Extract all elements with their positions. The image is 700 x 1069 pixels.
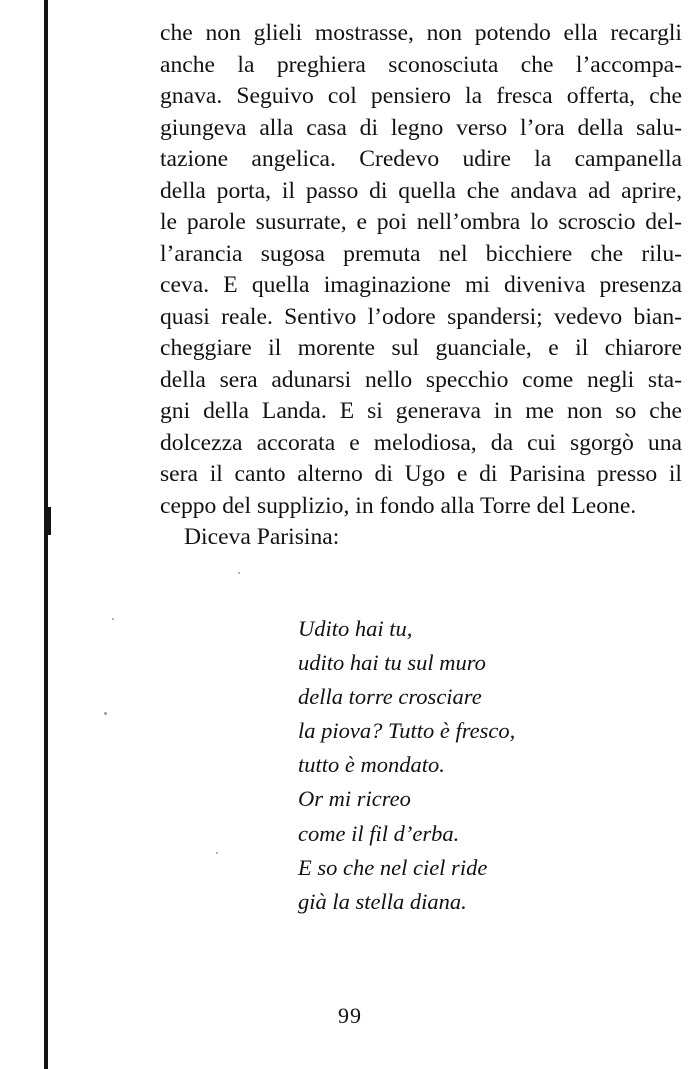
poem-line: tutto è mondato. [298,752,445,778]
prose-line: anche la preghiera sconosciuta che l’accompa- [160,51,682,78]
prose-line: della porta, il passo di quella che andava ad aprire, [160,177,682,204]
prose-line: gnava. Seguivo col pensiero la fresca offerta, che [160,83,682,109]
prose-line: le parole susurrate, e poi nell’ombra lo scroscio del- [160,209,682,235]
poem-line: già la stella diana. [298,888,467,914]
prose-line: ceppo del supplizio, in fondo alla Torre del Leone. [160,492,637,519]
poem-line: Udito hai tu, [298,616,413,641]
poem-line: udito hai tu sul muro [298,650,486,676]
poem-line: come il fil d’erba. [298,820,460,846]
binding-mark [48,507,51,535]
prose-line: giungeva alla casa di legno verso l’ora della salu- [160,114,682,141]
poem-line: Or mi ricreo [298,786,411,812]
prose-line: della sera adunarsi nello specchio come negli sta- [160,366,682,393]
poem-line: della torre crosciare [298,684,482,710]
prose-line: cheggiare il morente sul guanciale, e il chiarore [160,335,682,361]
poem-stanza [298,612,515,919]
prose-line: ceva. E quella imaginazione mi diveniva presenza [160,272,682,298]
prose-line: l’arancia sugosa premuta nel bicchiere che rilu- [160,240,682,267]
paper-speck [112,618,114,620]
prose-line: quasi reale. Sentivo l’odore spandersi; vedevo bian- [160,303,682,330]
prose-line: tazione angelica. Credevo udire la campanella [160,146,682,172]
page-number: 99 [338,1003,362,1028]
prose-line: gni della Landa. E si generava in me non so che [160,398,682,424]
poem-intro: Diceva Parisina: [184,524,340,550]
poem-line: la piova? Tutto è fresco, [298,718,516,744]
prose-paragraph [160,18,682,554]
paper-speck [238,572,240,574]
paper-speck [104,712,107,715]
prose-line: che non glieli mostrasse, non potendo ella recargli [160,20,682,46]
prose-line: sera il canto alterno di Ugo e di Parisina presso il [160,461,682,487]
poem-line: E so che nel ciel ride [298,854,488,880]
paper-speck [216,852,218,854]
prose-line: dolcezza accorata e melodiosa, da cui sgorgò una [160,429,682,456]
